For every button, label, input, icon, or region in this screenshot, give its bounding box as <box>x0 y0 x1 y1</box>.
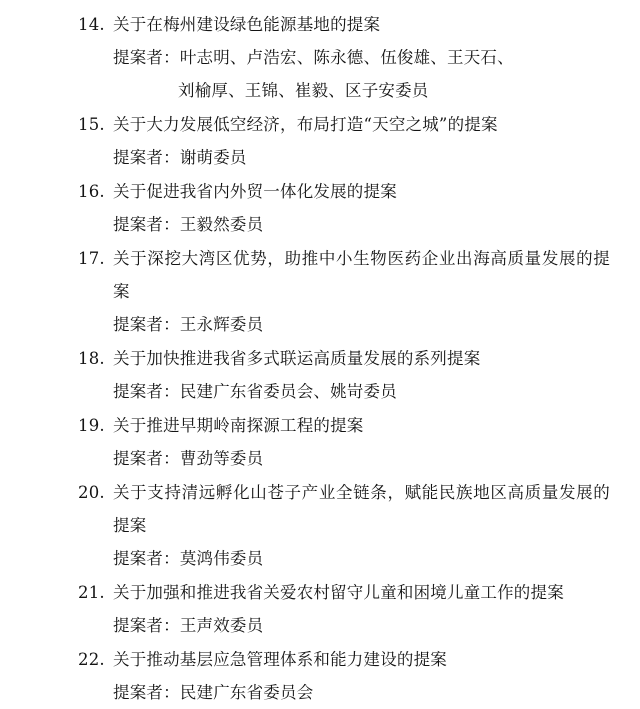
entry-title-text: 关于在梅州建设绿色能源基地的提案 <box>113 15 381 34</box>
proposer-names: 曹劲等委员 <box>179 449 264 468</box>
entry-proposer-row <box>78 308 610 341</box>
proposer-names: 谢萌委员 <box>179 148 247 167</box>
proposer-names-continued: 刘榆厚、王锦、崔毅、区子安委员 <box>178 81 429 100</box>
entry-title-text: 关于推动基层应急管理体系和能力建设的提案 <box>113 650 447 669</box>
entry-number: 21. <box>78 583 105 602</box>
entry-title-row <box>78 108 610 141</box>
entry-title-text: 关于大力发展低空经济，布局打造“天空之城”的提案 <box>113 115 498 134</box>
proposer-label: 提案者： <box>113 616 180 635</box>
entry-title-row <box>78 409 610 442</box>
proposer-names: 王声效委员 <box>179 616 264 635</box>
entry-number: 19. <box>78 416 105 435</box>
entry-number: 16. <box>78 182 105 201</box>
list-item <box>78 175 610 241</box>
entry-title-row <box>78 175 610 208</box>
entry-proposer-row <box>78 375 610 408</box>
entry-title-row <box>78 8 610 41</box>
entry-title-row <box>78 342 610 375</box>
proposer-names: 莫鸿伟委员 <box>179 549 264 568</box>
entry-proposer-row <box>78 442 610 475</box>
entry-proposer-row <box>78 609 610 642</box>
proposer-label: 提案者： <box>113 449 180 468</box>
entry-proposer-row <box>78 141 610 174</box>
entry-proposer-row <box>78 542 610 575</box>
proposer-names: 民建广东省委员会、姚岢委员 <box>179 382 397 401</box>
list-item <box>78 576 610 642</box>
list-item <box>78 643 610 709</box>
proposer-names: 王永辉委员 <box>179 315 264 334</box>
entry-number: 20. <box>78 483 105 502</box>
proposer-label: 提案者： <box>113 48 180 67</box>
entry-title-text: 关于加快推进我省多式联运高质量发展的系列提案 <box>113 349 481 368</box>
proposer-names: 民建广东省委员会 <box>179 683 314 702</box>
proposer-label: 提案者： <box>113 315 180 334</box>
entry-title-row <box>78 476 610 542</box>
entry-proposer-row <box>78 208 610 241</box>
entry-title-text: 关于支持清远孵化山苍子产业全链条，赋能民族地区高质量发展的提案 <box>113 483 610 535</box>
proposer-label: 提案者： <box>113 549 180 568</box>
proposer-names: 王毅然委员 <box>179 215 264 234</box>
entry-number: 22. <box>78 650 105 669</box>
proposer-label: 提案者： <box>113 382 180 401</box>
list-item <box>78 242 610 341</box>
entry-number: 15. <box>78 115 105 134</box>
list-item <box>78 8 610 107</box>
entry-proposer-row <box>78 41 610 74</box>
proposer-names: 叶志明、卢浩宏、陈永德、伍俊雄、王天石、 <box>179 48 514 67</box>
list-item <box>78 476 610 575</box>
entry-title-row <box>78 576 610 609</box>
entry-title-text: 关于加强和推进我省关爱农村留守儿童和困境儿童工作的提案 <box>113 583 564 602</box>
entry-number: 14. <box>78 15 105 34</box>
list-item <box>78 108 610 174</box>
entry-title-row <box>78 643 610 676</box>
proposer-label: 提案者： <box>113 683 180 702</box>
entry-title-text: 关于深挖大湾区优势，助推中小生物医药企业出海高质量发展的提案 <box>113 249 610 301</box>
entry-title-text: 关于促进我省内外贸一体化发展的提案 <box>113 182 397 201</box>
proposer-label: 提案者： <box>113 215 180 234</box>
entry-title-row <box>78 242 610 308</box>
entry-number: 17. <box>78 249 105 268</box>
list-item <box>78 409 610 475</box>
proposer-label: 提案者： <box>113 148 180 167</box>
entry-number: 18. <box>78 349 105 368</box>
entry-proposer-row <box>78 676 610 709</box>
list-item <box>78 342 610 408</box>
entry-title-text: 关于推进早期岭南探源工程的提案 <box>113 416 364 435</box>
